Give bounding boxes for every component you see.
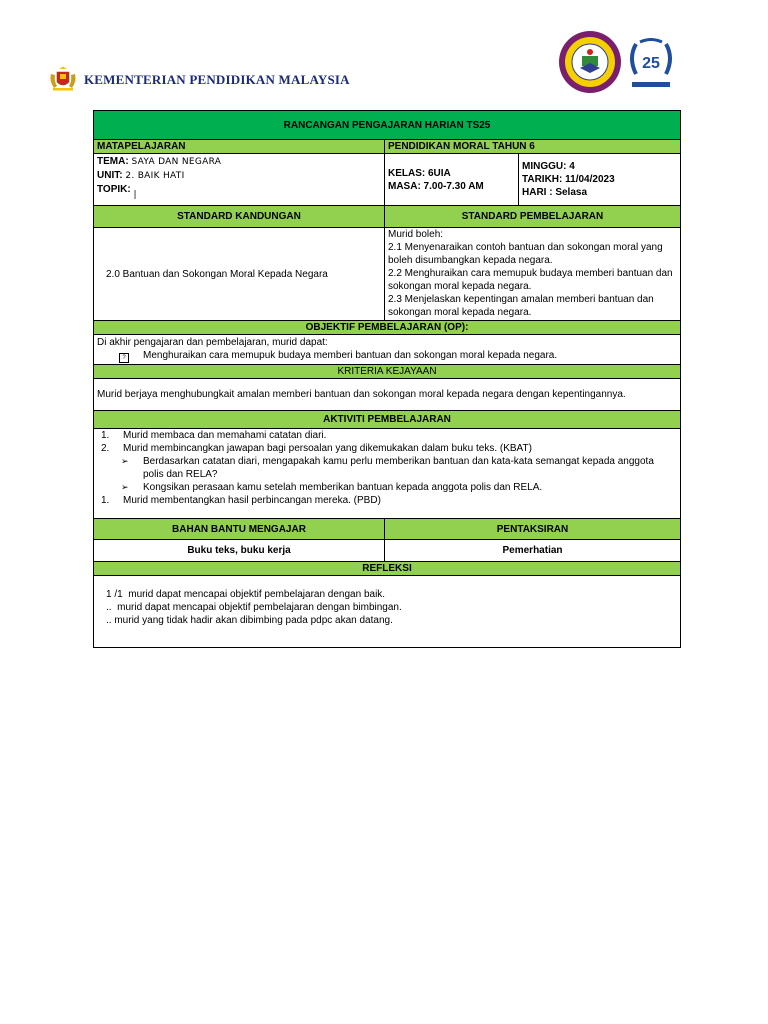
sp-item: 2.3 Menjelaskan kepentingan amalan memberi bantuan dan sokongan moral kepada negara. (388, 294, 654, 318)
aktiviti-subitem: ➢ Berdasarkan catatan diari, mengapakah kamu perlu memberikan bantuan dan kata-kata semangat kepada anggota polis dan RELA? (121, 456, 654, 480)
ministry-name: KEMENTERIAN PENDIDIKAN MALAYSIA (84, 72, 350, 87)
page-header (0, 0, 768, 105)
ts25-logo-text: 25 (642, 55, 660, 72)
arrow-bullet-icon: ➢ (121, 482, 129, 492)
arrow-bullet-icon: ➢ (121, 456, 129, 466)
bbm-header: BAHAN BANTU MENGAJAR (94, 519, 385, 540)
sp-item: 2.2 Menghuraikan cara memupuk budaya memberi bantuan dan sokongan moral kepada negara. (388, 268, 673, 292)
subject-name: PENDIDIKAN MORAL TAHUN 6 (385, 140, 681, 154)
aktiviti-item: 1. Murid membentangkan hasil perbincangan mereka. (PBD) (101, 495, 381, 506)
tema-value: SAYA DAN NEGARA (131, 157, 222, 167)
pentaksiran-value: Pemerhatian (385, 540, 681, 562)
aktiviti-item: 2. Murid membincangkan jawapan bagi persoalan yang dikemukakan dalam buku teks. (KBAT) (101, 443, 532, 454)
plan-title: RANCANGAN PENGAJARAN HARIAN TS25 (94, 111, 681, 140)
kriteria-text: Murid berjaya menghubungkait amalan memberi bantuan dan sokongan moral kepada negara dengan kepentingannya. (94, 379, 681, 411)
standard-kandungan-text: 2.0 Bantuan dan Sokongan Moral Kepada Negara (94, 228, 385, 321)
tarikh-text: TARIKH: 11/04/2023 (522, 174, 615, 185)
checkbox-bullet-icon: ? (119, 353, 129, 363)
kelas-text: KELAS: 6UIA (388, 167, 451, 179)
tema-label: TEMA: (97, 156, 129, 167)
standard-pembelajaran-list (385, 228, 681, 321)
objektif-header: OBJEKTIF PEMBELAJARAN (OP): (94, 321, 681, 335)
refleksi-line: .. murid yang tidak hadir akan dibimbing pada pdpc akan datang. (106, 615, 393, 626)
topik-label: TOPIK: (97, 184, 131, 195)
objektif-item: Menghuraikan cara memupuk budaya memberi bantuan dan sokongan moral kepada negara. (143, 350, 558, 361)
refleksi-cell (94, 576, 681, 648)
ts25-logo-icon (626, 38, 676, 94)
aktiviti-subitem: ➢ Kongsikan perasaan kamu setelah memberikan bantuan kepada anggota polis dan RELA. (121, 482, 543, 493)
objektif-intro: Di akhir pengajaran dan pembelajaran, murid dapat: (97, 337, 328, 348)
week-date-cell (519, 154, 681, 206)
unit-value: 2. BAIK HATI (125, 171, 185, 181)
topik-value: | (133, 190, 137, 200)
subject-label: MATAPELAJARAN (94, 140, 385, 154)
pentaksiran-header: PENTAKSIRAN (385, 519, 681, 540)
standard-pembelajaran-header: STANDARD PEMBELAJARAN (385, 206, 681, 228)
refleksi-header: REFLEKSI (94, 562, 681, 576)
aktiviti-item: 1. Murid membaca dan memahami catatan diari. (101, 430, 327, 441)
sp-item: 2.1 Menyenaraikan contoh bantuan dan sokongan moral yang boleh disumbangkan kepada negara. (388, 242, 663, 266)
class-time-cell (385, 154, 519, 206)
sp-intro: Murid boleh: (388, 229, 444, 240)
masa-text: MASA: 7.00-7.30 AM (388, 180, 484, 192)
minggu-text: MINGGU: 4 (522, 161, 575, 172)
malaysia-crest-icon (48, 66, 78, 92)
refleksi-line: 1 /1 murid dapat mencapai objektif pembelajaran dengan baik. (106, 589, 386, 600)
lesson-plan-table (93, 110, 681, 648)
theme-unit-topic-cell (94, 154, 385, 206)
standard-kandungan-header: STANDARD KANDUNGAN (94, 206, 385, 228)
bbm-value: Buku teks, buku kerja (94, 540, 385, 562)
aktiviti-header: AKTIVITI PEMBELAJARAN (94, 411, 681, 429)
unit-label: UNIT: (97, 170, 123, 181)
aktiviti-list (94, 429, 681, 519)
refleksi-line: .. murid dapat mencapai objektif pembelajaran dengan bimbingan. (106, 602, 402, 613)
school-logo-icon (558, 30, 622, 94)
hari-text: HARI : Selasa (522, 187, 588, 198)
objektif-cell (94, 335, 681, 365)
kriteria-header: KRITERIA KEJAYAAN (94, 365, 681, 379)
